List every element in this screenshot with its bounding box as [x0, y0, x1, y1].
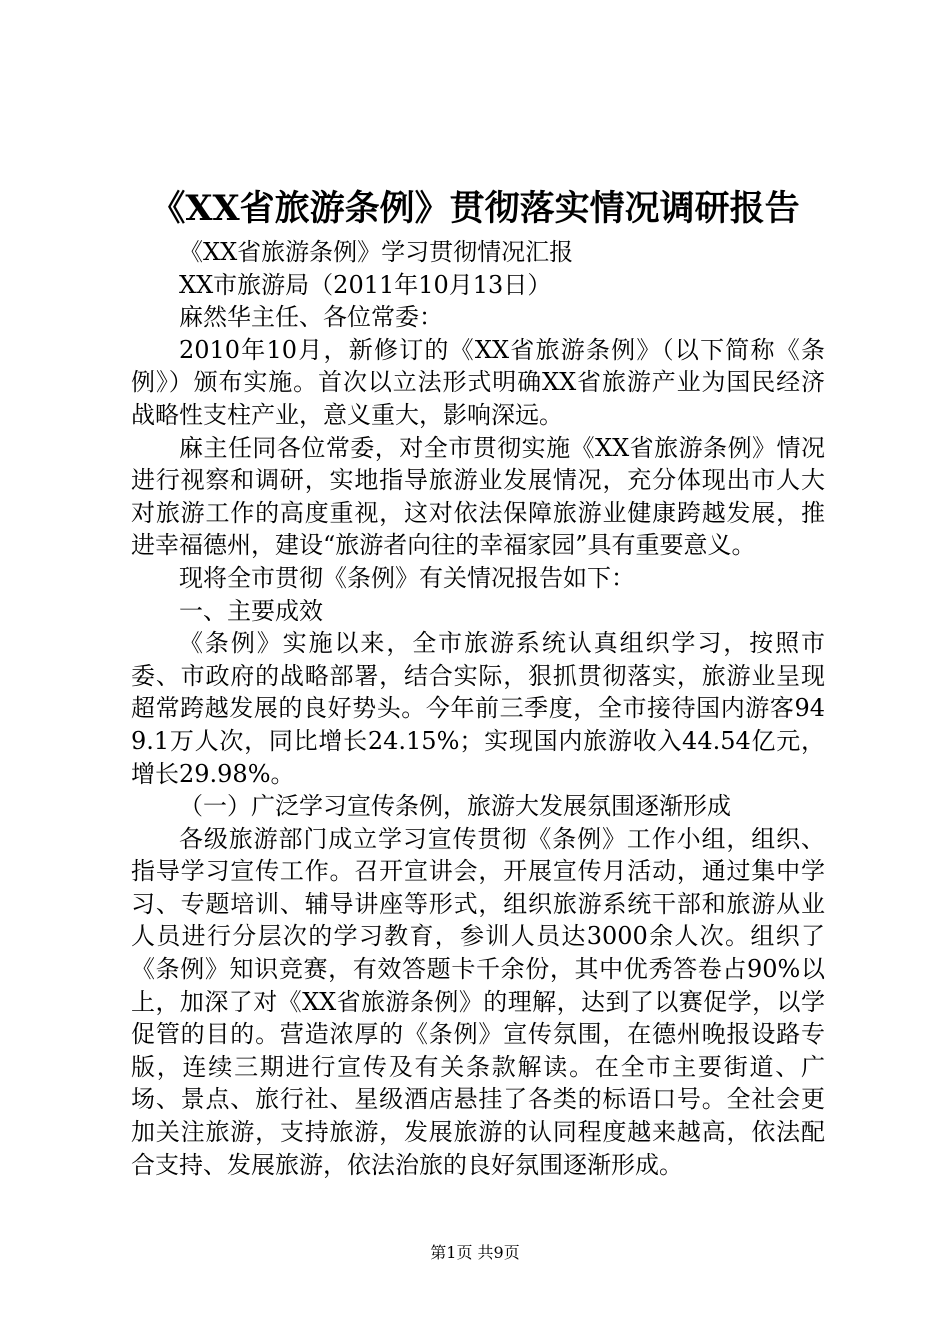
paragraph-results: 《条例》实施以来，全市旅游系统认真组织学习，按照市委、市政府的战略部署，结合实际，狠抓贯彻落实，旅游业呈现超常跨越发展的良好势头。今年前三季度，全市接待国内游客949.1万人次，同比增长24.15%；实现国内旅游收入44.54亿元，增长29.98%。: [131, 629, 825, 788]
paragraph-issuer-date: XX市旅游局（2011年10月13日）: [179, 270, 552, 299]
paragraph-report-lead: 现将全市贯彻《条例》有关情况报告如下：: [179, 563, 635, 592]
document-body: [131, 236, 825, 1181]
paragraph-salutation: 麻然华主任、各位常委：: [179, 303, 443, 332]
paragraph-inspection: 麻主任同各位常委，对全市贯彻实施《XX省旅游条例》情况进行视察和调研，实地指导旅游业发展情况，充分体现出市人大对旅游工作的高度重视，这对依法保障旅游业健康跨越发展，推进幸福德州，建设“旅游者向往的幸福家园”具有重要意义。: [131, 433, 825, 560]
section-heading-main-results: 一、主要成效: [179, 596, 323, 625]
document-title: 《XX省旅游条例》贯彻落实情况调研报告: [150, 188, 800, 229]
paragraph-intro: 2010年10月，新修订的《XX省旅游条例》（以下简称《条例》）颁布实施。首次以立法形式明确XX省旅游产业为国民经济战略性支柱产业，意义重大，影响深远。: [131, 335, 825, 429]
subsection-heading-publicity: （一）广泛学习宣传条例，旅游大发展氛围逐渐形成: [179, 792, 731, 821]
paragraph-subtitle: 《XX省旅游条例》学习贯彻情况汇报: [179, 238, 574, 266]
paragraph-publicity: 各级旅游部门成立学习宣传贯彻《条例》工作小组，组织、指导学习宣传工作。召开宣讲会，开展宣传月活动，通过集中学习、专题培训、辅导讲座等形式，组织旅游系统干部和旅游从业人员进行分层次的学习教育，参训人员达3000余人次。组织了《条例》知识竞赛，有效答题卡千余份，其中优秀答卷占90%以上，加深了对《XX省旅游条例》的理解，达到了以赛促学，以学促管的目的。营造浓厚的《条例》宣传氛围，在德州晚报设路专版，连续三期进行宣传及有关条款解读。在全市主要街道、广场、景点、旅行社、星级酒店悬挂了各类的标语口号。全社会更加关注旅游，支持旅游，发展旅游的认同程度越来越高，依法配合支持、发展旅游，依法治旅的良好氛围逐渐形成。: [131, 824, 825, 1179]
page-footer: 第1页 共9页: [430, 1243, 520, 1262]
